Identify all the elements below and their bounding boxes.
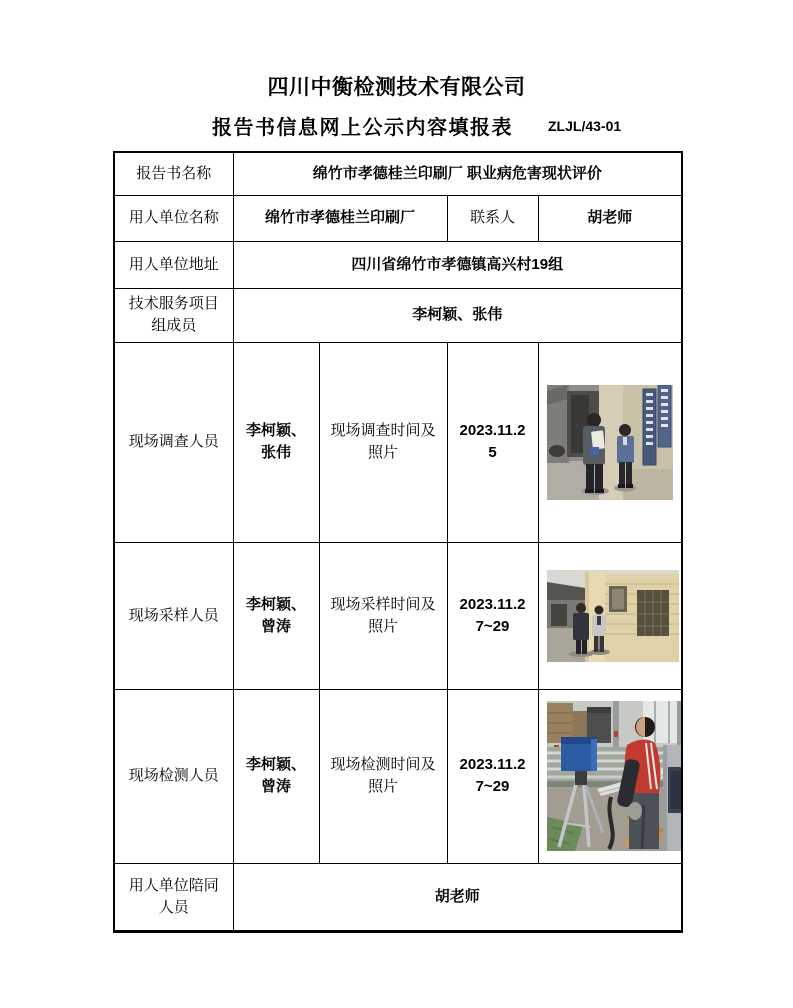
table-row-testing bbox=[114, 689, 682, 863]
project-team-label: 技术服务项目组成员 bbox=[114, 288, 233, 342]
employer-address-label: 用人单位地址 bbox=[114, 241, 233, 288]
form-title: 报告书信息网上公示内容填报表 bbox=[212, 117, 513, 139]
testing-staff-label: 现场检测人员 bbox=[114, 689, 233, 863]
report-info-table bbox=[113, 151, 683, 933]
survey-staff-value: 李柯颖、张伟 bbox=[233, 342, 319, 542]
testing-time-label: 现场检测时间及照片 bbox=[319, 689, 447, 863]
report-name-label: 报告书名称 bbox=[114, 152, 233, 195]
survey-time-value: 2023.11.25 bbox=[447, 342, 538, 542]
table-row-survey bbox=[114, 342, 682, 542]
sampling-staff-label: 现场采样人员 bbox=[114, 542, 233, 689]
company-title: 四川中衡检测技术有限公司 bbox=[267, 76, 526, 99]
table-row bbox=[114, 152, 682, 195]
site-sampling-photo bbox=[547, 570, 679, 662]
site-survey-photo bbox=[547, 385, 673, 500]
contact-label: 联系人 bbox=[447, 195, 538, 241]
sampling-time-label: 现场采样时间及照片 bbox=[319, 542, 447, 689]
sampling-photo-cell bbox=[538, 542, 682, 689]
testing-photo-cell bbox=[538, 689, 682, 863]
accompanying-value: 胡老师 bbox=[233, 863, 682, 931]
accompanying-label: 用人单位陪同人员 bbox=[114, 863, 233, 931]
employer-name-label: 用人单位名称 bbox=[114, 195, 233, 241]
report-name-value: 绵竹市孝德桂兰印刷厂 职业病危害现状评价 bbox=[233, 152, 682, 195]
sampling-staff-value: 李柯颖、曾涛 bbox=[233, 542, 319, 689]
table-row bbox=[114, 863, 682, 931]
employer-name-value: 绵竹市孝德桂兰印刷厂 bbox=[233, 195, 447, 241]
survey-photo-cell bbox=[538, 342, 682, 542]
table-row bbox=[114, 288, 682, 342]
doc-code: ZLJL/43-01 bbox=[548, 118, 622, 134]
site-testing-photo bbox=[547, 701, 683, 851]
table-row-sampling bbox=[114, 542, 682, 689]
contact-value: 胡老师 bbox=[538, 195, 682, 241]
project-team-value: 李柯颖、张伟 bbox=[233, 288, 682, 342]
testing-time-value: 2023.11.27~29 bbox=[447, 689, 538, 863]
survey-staff-label: 现场调查人员 bbox=[114, 342, 233, 542]
testing-staff-value: 李柯颖、曾涛 bbox=[233, 689, 319, 863]
table-row bbox=[114, 195, 682, 241]
employer-address-value: 四川省绵竹市孝德镇高兴村19组 bbox=[233, 241, 682, 288]
sampling-time-value: 2023.11.27~29 bbox=[447, 542, 538, 689]
survey-time-label: 现场调查时间及照片 bbox=[319, 342, 447, 542]
table-row bbox=[114, 241, 682, 288]
